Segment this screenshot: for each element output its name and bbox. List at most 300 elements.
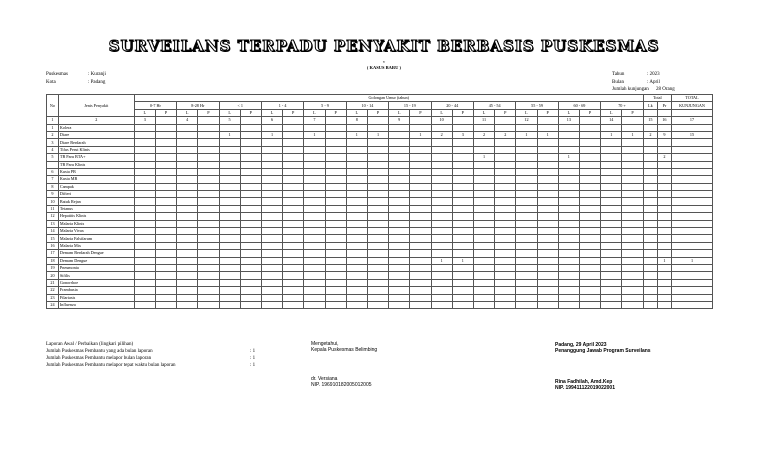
data-cell [537, 161, 558, 168]
data-cell [261, 257, 282, 264]
data-cell [473, 176, 494, 183]
data-cell [283, 176, 304, 183]
data-cell [495, 161, 516, 168]
data-cell [240, 168, 261, 175]
data-cell [240, 264, 261, 271]
data-cell [389, 198, 410, 205]
data-cell [537, 272, 558, 279]
data-cell: 1 [671, 257, 712, 264]
header-row-sex [47, 109, 713, 116]
row-number: 7 [47, 176, 59, 183]
data-cell: 1 [537, 131, 558, 138]
data-cell [431, 146, 452, 153]
data-cell [367, 257, 388, 264]
data-cell [389, 154, 410, 161]
age-group-header: 70 + [601, 102, 644, 109]
laporan-value-2: : 1 [250, 356, 256, 361]
data-cell [671, 228, 712, 235]
data-cell [671, 213, 712, 220]
disease-name: Malaria Falsifarum [58, 235, 134, 242]
data-cell [198, 161, 219, 168]
data-cell [198, 131, 219, 138]
data-cell [240, 294, 261, 301]
data-cell [537, 146, 558, 153]
index-cell [325, 117, 346, 124]
data-cell [452, 154, 473, 161]
data-cell [473, 272, 494, 279]
data-cell [155, 205, 176, 212]
data-cell [198, 272, 219, 279]
data-cell [558, 235, 579, 242]
data-cell [410, 287, 431, 294]
data-cell [325, 139, 346, 146]
data-cell [643, 294, 657, 301]
sex-l-header: L [134, 109, 155, 116]
data-cell [537, 264, 558, 271]
data-cell [579, 198, 600, 205]
age-group-header: 8-28 Hr [177, 102, 219, 109]
data-cell [671, 198, 712, 205]
data-cell [558, 257, 579, 264]
data-cell [346, 124, 367, 131]
data-cell [240, 131, 261, 138]
data-cell [346, 257, 367, 264]
age-group-header: 55 - 59 [516, 102, 558, 109]
data-cell [537, 220, 558, 227]
data-cell [367, 294, 388, 301]
data-cell [671, 161, 712, 168]
data-cell [219, 294, 240, 301]
data-cell [346, 213, 367, 220]
data-cell [283, 131, 304, 138]
kota-value: : Padang [88, 80, 106, 85]
data-cell [346, 154, 367, 161]
data-cell: 1 [622, 131, 643, 138]
data-cell [495, 220, 516, 227]
data-cell [367, 250, 388, 257]
data-cell [431, 213, 452, 220]
index-cell: 13 [558, 117, 579, 124]
data-cell [657, 176, 671, 183]
data-cell [671, 146, 712, 153]
data-cell [325, 168, 346, 175]
sex-l-header: L [177, 109, 198, 116]
data-cell [671, 176, 712, 183]
sex-p-header: P [367, 109, 388, 116]
data-cell [155, 272, 176, 279]
data-cell [304, 257, 325, 264]
data-cell [657, 287, 671, 294]
report-title: SURVEILANS TERPADU PENYAKIT BERBASIS PUSKESMAS [108, 37, 660, 55]
data-cell [622, 213, 643, 220]
data-cell [495, 183, 516, 190]
index-cell [452, 117, 473, 124]
data-cell [367, 205, 388, 212]
data-cell [622, 257, 643, 264]
data-cell [579, 168, 600, 175]
data-cell [537, 154, 558, 161]
data-cell [452, 139, 473, 146]
data-cell [601, 250, 622, 257]
data-cell [367, 287, 388, 294]
data-cell [452, 168, 473, 175]
data-cell [325, 264, 346, 271]
data-cell [198, 139, 219, 146]
data-cell [537, 139, 558, 146]
data-cell [367, 124, 388, 131]
disease-name: Demam Berdarah Dengue [58, 250, 134, 257]
data-cell [431, 161, 452, 168]
data-cell [495, 242, 516, 249]
table-row [47, 220, 713, 227]
laporan-line-2: Jumlah Puskesmas Pembantu melapor bulan laporan [46, 356, 152, 361]
data-cell [601, 146, 622, 153]
blank-cell [643, 109, 657, 116]
data-cell [198, 228, 219, 235]
data-cell [325, 294, 346, 301]
data-cell [495, 250, 516, 257]
sex-p-header: P [155, 109, 176, 116]
index-cell: 4 [177, 117, 198, 124]
data-cell [198, 205, 219, 212]
data-cell [240, 154, 261, 161]
data-cell [283, 205, 304, 212]
data-cell [622, 176, 643, 183]
index-cell: 6 [261, 117, 282, 124]
data-cell [134, 287, 155, 294]
data-cell [261, 198, 282, 205]
table-row [47, 294, 713, 301]
data-cell [495, 191, 516, 198]
data-cell [283, 235, 304, 242]
data-cell [240, 213, 261, 220]
data-cell [177, 183, 198, 190]
data-cell [304, 124, 325, 131]
index-cell: 10 [431, 117, 452, 124]
data-cell [452, 124, 473, 131]
data-cell [177, 220, 198, 227]
data-cell [579, 131, 600, 138]
data-cell [622, 279, 643, 286]
data-cell [671, 242, 712, 249]
header-row-group [47, 95, 713, 102]
data-cell [452, 176, 473, 183]
data-cell [155, 257, 176, 264]
data-cell [657, 264, 671, 271]
data-cell [579, 220, 600, 227]
data-cell [622, 139, 643, 146]
data-cell [325, 250, 346, 257]
data-cell [304, 287, 325, 294]
data-cell [389, 220, 410, 227]
data-cell [283, 301, 304, 308]
index-cell [240, 117, 261, 124]
laporan-line-3: Jumlah Puskesmas Pembantu melapor tepat waktu bulan laporan [46, 363, 176, 368]
data-cell [516, 301, 537, 308]
data-cell [261, 294, 282, 301]
disease-name: Diare [58, 131, 134, 138]
data-cell [516, 161, 537, 168]
data-cell [367, 242, 388, 249]
data-cell [219, 213, 240, 220]
row-number: 11 [47, 205, 59, 212]
data-cell [537, 205, 558, 212]
data-cell [261, 205, 282, 212]
data-cell [346, 139, 367, 146]
data-cell [325, 124, 346, 131]
row-number: 23 [47, 294, 59, 301]
row-number: 4 [47, 146, 59, 153]
data-cell [643, 272, 657, 279]
data-cell [325, 205, 346, 212]
report-subtitle: ( KASUS BARU ) [366, 65, 402, 70]
data-cell [240, 228, 261, 235]
data-cell [325, 235, 346, 242]
row-number: 20 [47, 272, 59, 279]
data-cell [283, 191, 304, 198]
data-cell [283, 146, 304, 153]
data-cell [473, 161, 494, 168]
data-cell [643, 301, 657, 308]
data-cell [579, 228, 600, 235]
jenis-penyakit-header: Jenis Penyakit [58, 95, 134, 117]
data-cell [177, 131, 198, 138]
disease-name: TB Paru BTA+ [58, 154, 134, 161]
disease-name: Filariasis [58, 294, 134, 301]
data-cell [134, 220, 155, 227]
no-header: No [47, 95, 59, 117]
data-cell: 1 [367, 131, 388, 138]
data-cell [622, 205, 643, 212]
table-row [47, 183, 713, 190]
data-cell [579, 154, 600, 161]
data-cell [134, 301, 155, 308]
data-cell [537, 191, 558, 198]
data-cell [240, 287, 261, 294]
data-cell [283, 154, 304, 161]
data-cell [601, 242, 622, 249]
pj-name: Rina Fadhilah, Amd.Kep [555, 379, 613, 385]
index-cell: 5 [219, 117, 240, 124]
sex-p-header: P [325, 109, 346, 116]
data-cell [473, 124, 494, 131]
data-cell [671, 154, 712, 161]
data-cell [155, 213, 176, 220]
data-cell [410, 242, 431, 249]
data-cell [198, 191, 219, 198]
data-cell [558, 294, 579, 301]
data-cell [283, 124, 304, 131]
table-row [47, 287, 713, 294]
data-cell [452, 250, 473, 257]
data-cell [643, 161, 657, 168]
data-cell [537, 250, 558, 257]
data-cell [389, 168, 410, 175]
data-cell [367, 168, 388, 175]
disease-name: Malaria Vivax [58, 228, 134, 235]
data-cell: 1 [261, 131, 282, 138]
data-cell [601, 220, 622, 227]
data-cell [558, 228, 579, 235]
data-cell [304, 235, 325, 242]
data-cell [495, 146, 516, 153]
data-cell [410, 213, 431, 220]
index-cell: 7 [304, 117, 325, 124]
data-cell [643, 176, 657, 183]
data-cell [431, 124, 452, 131]
data-cell [134, 235, 155, 242]
index-cell [579, 117, 600, 124]
data-cell [155, 124, 176, 131]
data-cell [325, 183, 346, 190]
table-row [47, 191, 713, 198]
data-cell [155, 264, 176, 271]
data-cell [643, 235, 657, 242]
data-cell [657, 235, 671, 242]
data-cell [473, 264, 494, 271]
data-cell [198, 235, 219, 242]
jumlah-kunjungan-value: 28 Orang [656, 87, 675, 92]
data-cell [579, 235, 600, 242]
data-cell [240, 191, 261, 198]
data-cell [346, 272, 367, 279]
data-cell [261, 272, 282, 279]
data-cell [346, 205, 367, 212]
data-cell [558, 139, 579, 146]
data-cell [516, 146, 537, 153]
data-cell [579, 264, 600, 271]
data-cell [579, 183, 600, 190]
disease-name: Hepatitis Klinis [58, 213, 134, 220]
data-cell [389, 242, 410, 249]
disease-name: Tetanus [58, 205, 134, 212]
data-cell [134, 161, 155, 168]
sex-p-header: P [240, 109, 261, 116]
table-row [47, 272, 713, 279]
data-cell [346, 183, 367, 190]
data-cell [452, 294, 473, 301]
data-cell [389, 131, 410, 138]
data-cell [346, 250, 367, 257]
data-cell [537, 198, 558, 205]
data-cell [643, 198, 657, 205]
data-cell [155, 235, 176, 242]
data-cell [601, 205, 622, 212]
data-cell [452, 161, 473, 168]
data-cell [495, 168, 516, 175]
data-cell [134, 257, 155, 264]
data-cell [283, 279, 304, 286]
disease-name: Difteri [58, 191, 134, 198]
data-cell: 1 [601, 131, 622, 138]
data-cell [155, 131, 176, 138]
data-cell [304, 191, 325, 198]
data-cell [601, 154, 622, 161]
data-cell [155, 294, 176, 301]
data-cell [516, 205, 537, 212]
data-cell [177, 294, 198, 301]
data-cell [261, 220, 282, 227]
data-cell [410, 250, 431, 257]
data-cell [495, 154, 516, 161]
data-cell [134, 250, 155, 257]
sex-l-header: L [389, 109, 410, 116]
data-cell [643, 124, 657, 131]
disease-name: Influenza [58, 301, 134, 308]
data-cell [601, 191, 622, 198]
data-cell [495, 124, 516, 131]
data-cell [410, 301, 431, 308]
data-cell [579, 161, 600, 168]
data-cell [537, 124, 558, 131]
pr-header: Pr [657, 102, 671, 109]
data-cell [622, 183, 643, 190]
data-cell [452, 146, 473, 153]
data-cell [622, 287, 643, 294]
data-cell [473, 294, 494, 301]
data-cell [389, 264, 410, 271]
data-cell [155, 154, 176, 161]
data-cell [389, 279, 410, 286]
disease-name: Diare Berdarah [58, 139, 134, 146]
data-cell [261, 279, 282, 286]
data-cell [558, 161, 579, 168]
data-cell [579, 287, 600, 294]
data-cell [657, 228, 671, 235]
data-cell [177, 124, 198, 131]
data-cell [219, 176, 240, 183]
data-cell [473, 220, 494, 227]
data-cell [240, 257, 261, 264]
age-group-header: 20 - 44 [431, 102, 473, 109]
data-cell [431, 176, 452, 183]
table-row [47, 257, 713, 264]
disease-name: Kusta PB [58, 168, 134, 175]
data-cell [410, 198, 431, 205]
data-cell [410, 220, 431, 227]
data-cell [431, 287, 452, 294]
data-cell [495, 287, 516, 294]
data-cell [516, 168, 537, 175]
data-cell [177, 250, 198, 257]
data-cell [240, 124, 261, 131]
data-cell [304, 220, 325, 227]
data-cell [240, 235, 261, 242]
data-cell: 15 [671, 131, 712, 138]
table-row [47, 198, 713, 205]
data-cell [134, 183, 155, 190]
data-cell [410, 183, 431, 190]
data-cell [325, 228, 346, 235]
index-cell: 1 [47, 117, 59, 124]
data-cell [261, 301, 282, 308]
data-cell [198, 264, 219, 271]
data-cell [219, 124, 240, 131]
data-cell [219, 257, 240, 264]
data-cell [325, 176, 346, 183]
data-cell [643, 279, 657, 286]
data-cell [261, 154, 282, 161]
row-number: 14 [47, 228, 59, 235]
place-date: Padang, 29 April 2023 [555, 342, 607, 348]
data-cell [643, 228, 657, 235]
data-cell [304, 205, 325, 212]
data-cell [177, 301, 198, 308]
data-cell [198, 146, 219, 153]
data-cell [198, 257, 219, 264]
data-cell: 1 [431, 257, 452, 264]
data-cell [622, 235, 643, 242]
